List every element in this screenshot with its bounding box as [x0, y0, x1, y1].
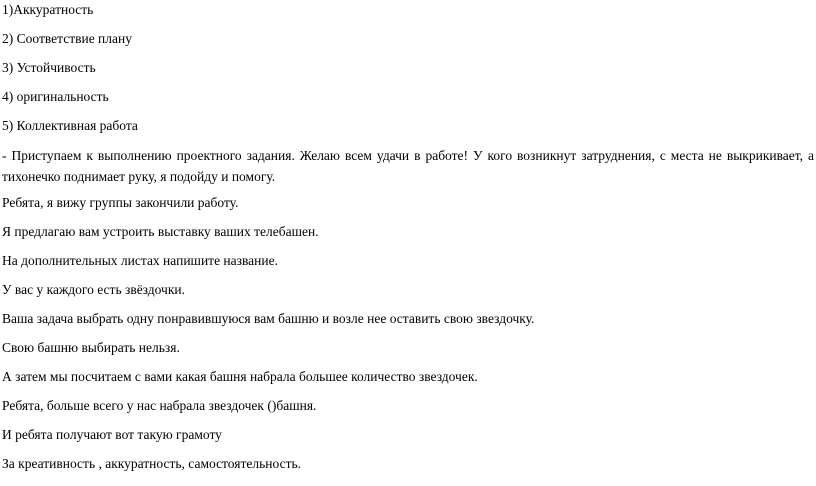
text-line-4: У вас у каждого есть звёздочки. [2, 282, 185, 297]
criteria-item-5: 5) Коллективная работа [2, 118, 138, 133]
text-line-8: Ребята, больше всего у нас набрала звездочек ()башня. [2, 398, 317, 413]
text-line-2: Я предлагаю вам устроить выставку ваших телебашен. [2, 224, 319, 239]
instruction-paragraph: - Приступаем к выполнению проектного задания. Желаю всем удачи в работе! У кого возникнут затруднения, с места не выкрикивает, а тихонечко поднимает руку, я подойду и помогу. [2, 148, 814, 184]
text-line-9: И ребята получают вот такую грамоту [2, 427, 222, 442]
text-line-10: За креативность , аккуратность, самостоятельность. [2, 456, 302, 471]
text-line-7: А затем мы посчитаем с вами какая башня набрала большее количество звездочек. [2, 369, 478, 384]
criteria-item-3: 3) Устойчивость [2, 60, 96, 75]
criteria-item-4: 4) оригинальность [2, 89, 109, 104]
criteria-item-2: 2) Соответствие плану [2, 31, 132, 46]
text-line-6: Свою башню выбирать нельзя. [2, 340, 180, 355]
text-line-5: Ваша задача выбрать одну понравившуюся вам башню и возле нее оставить свою звездочку. [2, 311, 535, 326]
criteria-item-1: 1)Аккуратность [2, 2, 94, 17]
text-line-3: На дополнительных листах напишите название. [2, 253, 278, 268]
text-line-1: Ребята, я вижу группы закончили работу. [2, 195, 239, 210]
